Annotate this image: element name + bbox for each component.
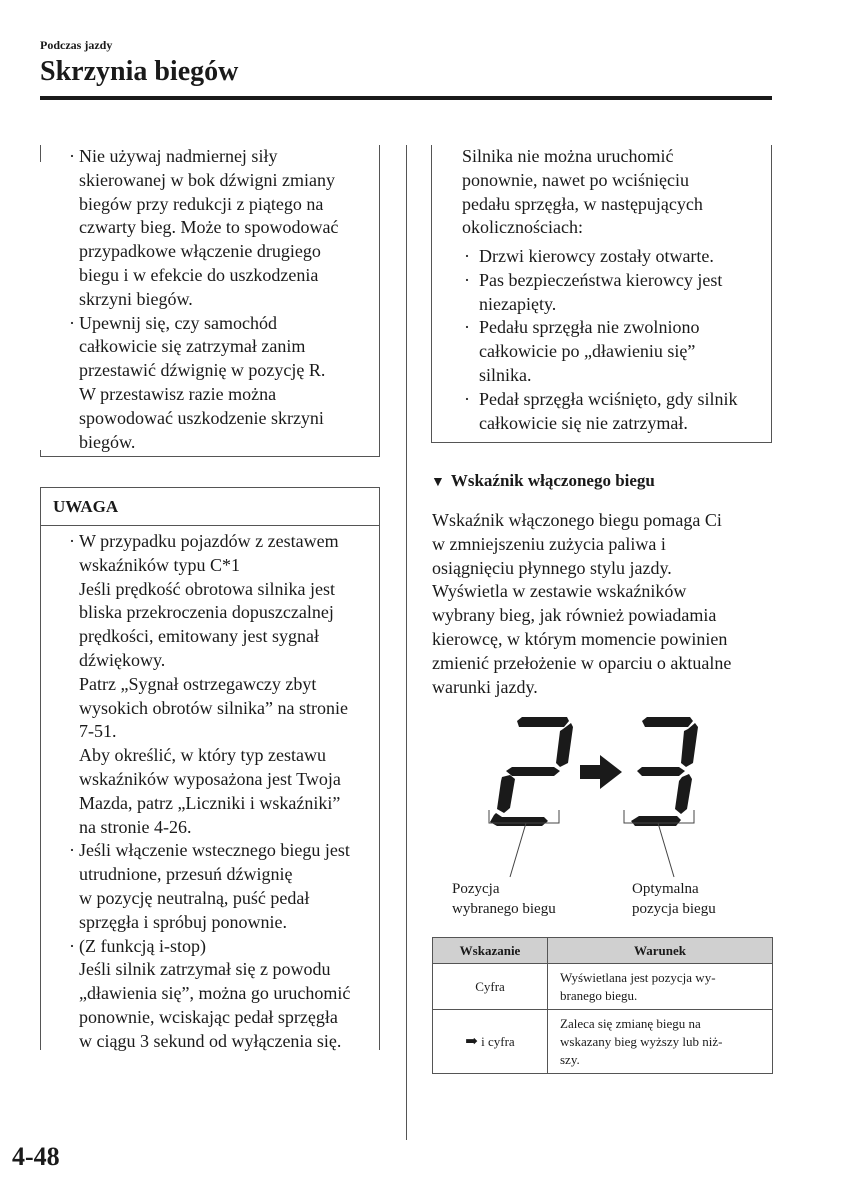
gear-display-illustration (432, 705, 773, 880)
page-number: 4-48 (12, 1142, 60, 1171)
table-row (433, 964, 773, 1010)
list-item: · Pedał sprzęgła wciśnięto, gdy silnik całkowicie się nie zatrzymał. (450, 388, 737, 436)
gear-indicator-figure (432, 705, 773, 930)
list-item: · Pas bezpieczeństwa kierowcy jest niezapięty. (450, 269, 737, 317)
section-label: Podczas jazdy (40, 38, 113, 52)
callout-optimal-gear: Optymalna pozycja biegu (632, 881, 716, 917)
uwaga-heading: UWAGA (41, 488, 379, 526)
gear-indicator-paragraph: Wskaźnik włączonego biegu pomaga Ci w zmniejszeniu zużycia paliwa i osiągnięciu płynnego stylu jazdy. Wyświetla w zestawie wskaźników wybrany bieg, jak również powiadamia kierowcę, w którym momencie powinien zmienić przełożenie w oparciu o aktualne warunki jazdy. (432, 510, 732, 697)
column-divider (406, 145, 407, 1140)
table-header: Wskazanie (433, 938, 548, 964)
list-item: · (Z funkcją i-stop) Jeśli silnik zatrzymał się z powodu „dławienia się”, można go uruchomić ponownie, wciskając pedał sprzęgła w ciągu 3 sekund od wyłączenia się. (50, 935, 379, 1054)
callout-selected-gear: Pozycja wybranego biegu (452, 881, 556, 917)
digit-three-icon (631, 717, 698, 826)
table-cell: Zaleca się zmianę biegu na wskazany bieg wyższy lub niż- szy. (548, 1010, 773, 1074)
restart-intro: Silnika nie można uruchomić ponownie, nawet po wciśnięciu pedału sprzęgła, w następujących okolicznościach: (462, 146, 703, 238)
list-item: · Jeśli włączenie wstecznego biegu jest utrudnione, przesuń dźwignię w pozycję neutralną, puść pedał sprzęgła i spróbuj ponownie. (50, 839, 379, 934)
table-row (433, 1010, 773, 1074)
table-cell: Wyświetlana jest pozycja wy- branego biegu. (548, 964, 773, 1010)
page-title: Skrzynia biegów (40, 56, 239, 87)
table-cell: ➡ i cyfra (433, 1010, 548, 1074)
restart-box (431, 145, 772, 443)
list-item: · Nie używaj nadmiernej siły skierowanej w bok dźwigni zmiany biegów przy redukcji z piątego na czwarty bieg. Może to spowodować przypadkowe włączenie drugiego biegu i w efekcie do uszkodzenia skrzyni biegów. (50, 145, 379, 312)
arrow-right-icon (580, 755, 622, 789)
table-header: Warunek (548, 938, 773, 964)
arrow-right-icon: ➡ (465, 1033, 478, 1050)
title-rule (40, 96, 772, 100)
list-item: · Upewnij się, czy samochód całkowicie się zatrzymał zanim przestawić dźwignię w pozycję R. W przestawisz razie można spowodować uszkodzenie skrzyni biegów. (50, 312, 379, 455)
uwaga-box (40, 487, 380, 1050)
list-item: · Drzwi kierowcy zostały otwarte. (450, 245, 737, 269)
warning-box (40, 145, 380, 457)
gear-indicator-table (432, 937, 773, 1074)
list-item: · W przypadku pojazdów z zestawem wskaźników typu C*1 Jeśli prędkość obrotowa silnika jest bliska przekroczenia dopuszczalnej prędkości, emitowany jest sygnał dźwiękowy. Patrz „Sygnał ostrzegawczy zbyt wysokich obrotów silnika” na stronie 7-51. Aby określić, w który typ zestawu wskaźników wyposażona jest Twoja Mazda, patrz „Liczniki i wskaźniki” na stronie 4-26. (50, 530, 379, 839)
table-cell: Cyfra (433, 964, 548, 1010)
gear-indicator-heading: ▼ Wskaźnik włączonego biegu (431, 471, 655, 490)
triangle-down-icon: ▼ (431, 475, 445, 490)
digit-two-icon (490, 717, 573, 826)
list-item: · Pedału sprzęgła nie zwolniono całkowicie po „dławieniu się” silnika. (450, 316, 737, 387)
